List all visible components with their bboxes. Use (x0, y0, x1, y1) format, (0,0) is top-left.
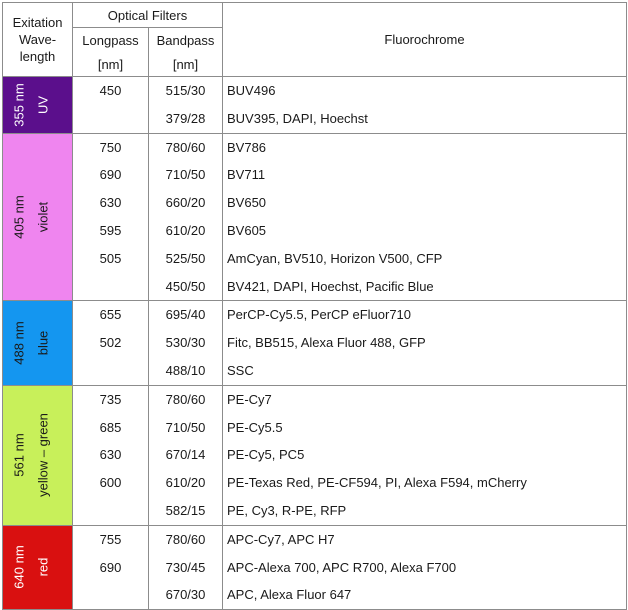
optical-filters-header: Optical Filters (73, 3, 223, 28)
fluorochrome-value: APC-Cy7, APC H7 (227, 531, 335, 547)
laser-wavelength: 561 nm (11, 433, 27, 477)
bandpass-value: 660/20 (165, 195, 206, 211)
fluorochromes-cell (223, 301, 627, 385)
bandpass-header: Bandpass (149, 28, 223, 53)
longpass-value: 685 (99, 419, 122, 435)
fluorochrome-value: BUV496 (227, 83, 276, 98)
bandpass-value: 780/60 (165, 391, 206, 407)
fluorochrome-value: PE-Cy5, PC5 (227, 447, 305, 463)
longpass-value: 502 (99, 335, 122, 351)
longpass-value: 690 (99, 167, 122, 183)
filter-table (2, 2, 627, 610)
fluorochrome-value: SSC (227, 362, 254, 378)
longpass-value: 690 (99, 559, 122, 575)
fluorochrome-value: Fitc, BB515, Alexa Fluor 488, GFP (227, 335, 426, 351)
bandpass-value: 670/14 (165, 447, 206, 463)
fluorochrome-value: BV605 (227, 222, 267, 238)
bandpass-cell (149, 133, 223, 301)
excitation-header-line-2: Wave- (18, 32, 57, 47)
longpass-value (73, 105, 148, 133)
fluorochrome-header: Fluorochrome (223, 3, 627, 77)
bandpass-cell (149, 301, 223, 385)
longpass-cell (73, 525, 149, 609)
laser-groups (3, 77, 627, 610)
longpass-value: 450 (99, 83, 122, 98)
laser-wavelength: 355 nm (11, 83, 27, 127)
longpass-value (73, 273, 148, 301)
bandpass-value: 582/15 (165, 502, 206, 518)
laser-color-name: yellow – green (35, 413, 51, 498)
longpass-cell (73, 77, 149, 134)
longpass-value: 655 (99, 307, 122, 323)
bandpass-value: 488/10 (165, 362, 206, 378)
fluorochrome-value: BV711 (227, 167, 266, 183)
fluorochromes-cell (223, 525, 627, 609)
laser-color-name: violet (35, 201, 51, 233)
laser-band (3, 301, 73, 385)
bandpass-value: 530/30 (165, 335, 206, 351)
longpass-value: 755 (99, 531, 122, 547)
bandpass-value: 710/50 (165, 167, 206, 183)
fluorochrome-value: PerCP-Cy5.5, PerCP eFluor710 (227, 307, 412, 323)
bandpass-value: 710/50 (165, 419, 206, 435)
bandpass-value: 780/60 (165, 139, 206, 155)
longpass-value: 600 (99, 475, 122, 491)
bandpass-value: 379/28 (165, 110, 206, 126)
laser-group (3, 133, 627, 301)
bandpass-value: 610/20 (165, 475, 206, 491)
fluorochrome-value: PE-Cy7 (227, 391, 272, 407)
fluorochrome-value: BV650 (227, 195, 267, 211)
longpass-header: Longpass (73, 28, 149, 53)
bandpass-value: 780/60 (165, 531, 206, 547)
fluorochrome-value: AmCyan, BV510, Horizon V500, CFP (227, 250, 443, 266)
laser-band (3, 77, 73, 134)
longpass-value (73, 357, 148, 385)
longpass-value: 630 (99, 447, 122, 463)
longpass-cell (73, 301, 149, 385)
fluorochromes-cell (223, 133, 627, 301)
longpass-cell (73, 133, 149, 301)
bandpass-value: 730/45 (165, 559, 206, 575)
bandpass-cell (149, 77, 223, 134)
laser-wavelength: 405 nm (11, 195, 27, 239)
laser-color-name: blue (35, 330, 51, 356)
bandpass-unit: [nm] (149, 52, 223, 77)
longpass-cell (73, 385, 149, 525)
longpass-value (73, 497, 148, 525)
longpass-value: 630 (99, 195, 122, 211)
longpass-value (73, 581, 148, 609)
fluorochrome-value: APC, Alexa Fluor 647 (227, 587, 352, 603)
excitation-header (3, 3, 73, 77)
fluorochrome-value: BUV395, DAPI, Hoechst (227, 110, 368, 126)
laser-band (3, 385, 73, 525)
laser-band (3, 525, 73, 609)
bandpass-value: 450/50 (165, 278, 206, 294)
laser-color-name: UV (35, 95, 51, 114)
fluorochromes-cell (223, 77, 627, 134)
bandpass-value: 525/50 (165, 250, 206, 266)
fluorochrome-value: PE, Cy3, R-PE, RFP (227, 502, 347, 518)
bandpass-cell (149, 525, 223, 609)
excitation-header-line-1: Exitation (12, 15, 63, 30)
bandpass-value: 695/40 (165, 307, 206, 323)
laser-group (3, 525, 627, 609)
longpass-value: 750 (99, 139, 122, 155)
excitation-header-line-3: length (19, 49, 56, 64)
bandpass-value: 610/20 (165, 222, 206, 238)
fluorochrome-value: PE-Cy5.5 (227, 419, 283, 435)
longpass-value: 735 (99, 391, 122, 407)
bandpass-value: 515/30 (165, 83, 206, 98)
fluorochromes-cell (223, 385, 627, 525)
laser-wavelength: 640 nm (11, 545, 27, 590)
fluorochrome-value: PE-Texas Red, PE-CF594, PI, Alexa F594, mCherry (227, 475, 527, 491)
laser-group (3, 385, 627, 525)
laser-color-name: red (35, 558, 51, 577)
fluorochrome-value: BV786 (227, 139, 267, 155)
fluorochrome-value: BV421, DAPI, Hoechst, Pacific Blue (227, 278, 434, 294)
laser-band (3, 133, 73, 301)
longpass-unit: [nm] (73, 52, 149, 77)
laser-group (3, 301, 627, 385)
bandpass-cell (149, 385, 223, 525)
longpass-value: 595 (99, 222, 122, 238)
longpass-value: 505 (99, 250, 122, 266)
fluorochrome-value: APC-Alexa 700, APC R700, Alexa F700 (227, 559, 457, 575)
laser-group (3, 77, 627, 134)
laser-wavelength: 488 nm (11, 321, 27, 365)
bandpass-value: 670/30 (165, 587, 206, 603)
